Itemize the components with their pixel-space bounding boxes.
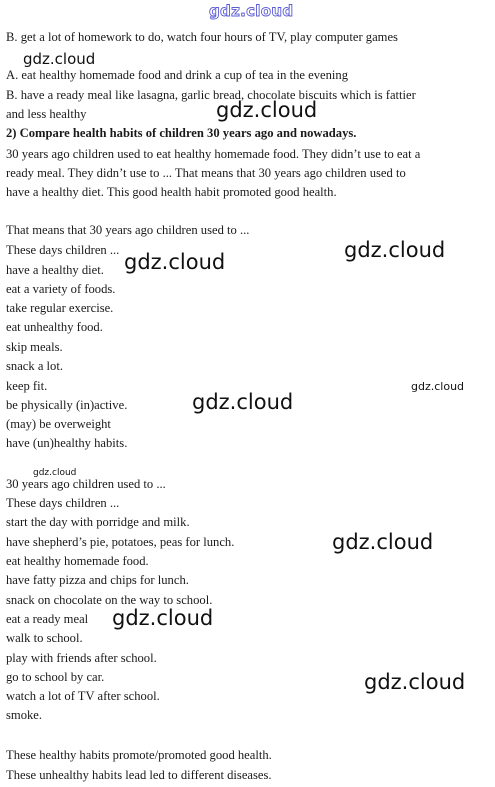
text-line: and less healthy — [6, 107, 87, 121]
watermark: gdz.cloud — [364, 670, 466, 694]
text-line: 30 years ago children used to eat healthy homemade food. They didn’t use to eat a — [6, 147, 421, 161]
watermark-top: gdz.cloud — [209, 2, 294, 20]
list-item: have (un)healthy habits. — [6, 436, 128, 450]
list-item: walk to school. — [6, 631, 83, 645]
watermark: gdz.cloud — [33, 468, 77, 478]
text-line: B. have a ready meal like lasagna, garlic bread, chocolate biscuits which is fattier — [6, 88, 416, 102]
watermark: gdz.cloud — [411, 380, 465, 393]
list-item: eat unhealthy food. — [6, 320, 103, 334]
list-item: skip meals. — [6, 340, 63, 354]
watermark: gdz.cloud — [124, 250, 226, 274]
list-item: have fatty pizza and chips for lunch. — [6, 573, 189, 587]
list-item: play with friends after school. — [6, 651, 157, 665]
list-item: start the day with porridge and milk. — [6, 515, 190, 529]
text-line: B. get a lot of homework to do, watch four hours of TV, play computer games — [6, 30, 398, 44]
watermark: gdz.cloud — [23, 50, 96, 68]
text-line: ready meal. They didn’t use to ... That means that 30 years ago children used to — [6, 166, 406, 180]
text-line: 30 years ago children used to ... — [6, 477, 166, 491]
text-line: A. eat healthy homemade food and drink a cup of tea in the evening — [6, 68, 349, 82]
text-line: These days children ... — [6, 496, 120, 510]
section-heading: 2) Compare health habits of children 30 years ago and nowadays. — [6, 126, 357, 140]
text-line: These unhealthy habits lead led to different diseases. — [6, 768, 272, 782]
list-item: eat healthy homemade food. — [6, 554, 149, 568]
list-item: eat a variety of foods. — [6, 282, 116, 296]
list-item: snack on chocolate on the way to school. — [6, 593, 213, 607]
list-item: have shepherd’s pie, potatoes, peas for lunch. — [6, 535, 235, 549]
list-item: watch a lot of TV after school. — [6, 689, 160, 703]
watermark: gdz.cloud — [344, 238, 446, 262]
watermark: gdz.cloud — [332, 530, 434, 554]
watermark: gdz.cloud — [192, 390, 294, 414]
list-item: go to school by car. — [6, 670, 105, 684]
list-item: take regular exercise. — [6, 301, 114, 315]
list-item: be physically (in)active. — [6, 398, 128, 412]
watermark: gdz.cloud — [216, 98, 318, 122]
text-line: These days children ... — [6, 243, 120, 257]
text-line: That means that 30 years ago children used to ... — [6, 223, 250, 237]
list-item: have a healthy diet. — [6, 263, 104, 277]
list-item: eat a ready meal — [6, 612, 89, 626]
text-line: have a healthy diet. This good health habit promoted good health. — [6, 185, 337, 199]
list-item: smoke. — [6, 708, 43, 722]
list-item: snack a lot. — [6, 359, 64, 373]
text-line: These healthy habits promote/promoted good health. — [6, 748, 272, 762]
list-item: (may) be overweight — [6, 417, 111, 431]
list-item: keep fit. — [6, 379, 48, 393]
watermark: gdz.cloud — [112, 606, 214, 630]
